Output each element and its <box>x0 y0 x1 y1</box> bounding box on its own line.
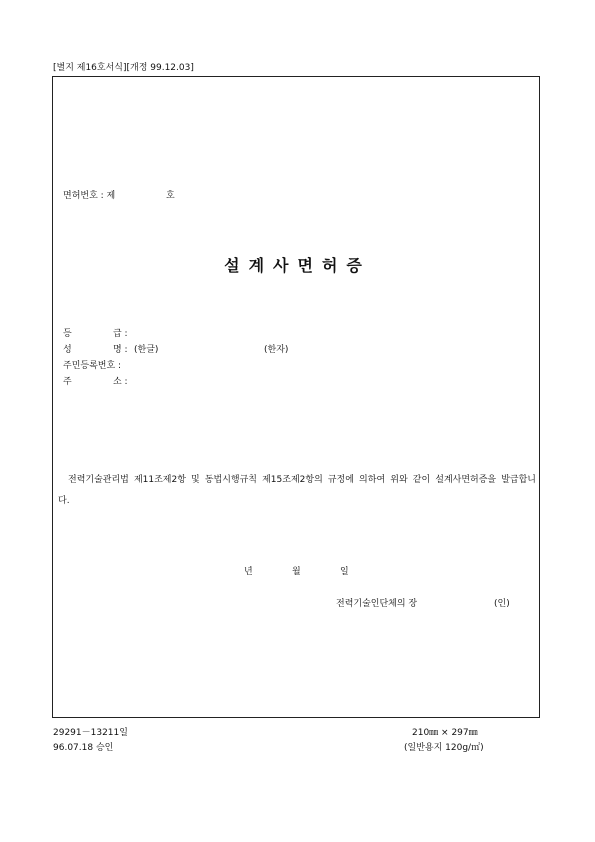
name-label-second: 명 : <box>113 345 128 355</box>
address-label-first: 주 <box>63 377 72 387</box>
date-month-label: 월 <box>292 567 301 577</box>
footer-paper-size: 210㎜ × 297㎜ <box>412 728 478 738</box>
grade-label-second: 급 : <box>113 329 128 339</box>
form-code-header: [별지 제16호서식][개정 99.12.03] <box>53 63 194 73</box>
resident-number-label: 주민등록번호 : <box>63 361 122 371</box>
grade-label-first: 등 <box>63 329 72 339</box>
name-hangul-label: (한글) <box>134 345 159 355</box>
issuer-name: 전력기술인단체의 장 <box>336 599 418 609</box>
name-hanja-label: (한자) <box>264 345 289 355</box>
footer-paper-type: (일반용지 120g/㎡) <box>404 743 484 753</box>
issuer-seal: (인) <box>494 599 510 609</box>
license-number-label: 면허번호 : 제 <box>63 191 116 201</box>
date-year-label: 년 <box>244 567 253 577</box>
address-label-second: 소 : <box>113 377 128 387</box>
certificate-frame <box>52 76 540 718</box>
name-label-first: 성 <box>63 345 72 355</box>
license-number-suffix: 호 <box>166 191 175 201</box>
document-title: 설계사면허증 <box>224 256 371 275</box>
footer-doc-number: 29291－13211일 <box>53 728 128 738</box>
date-day-label: 일 <box>340 567 349 577</box>
footer-approval: 96.07.18 승인 <box>53 743 114 753</box>
issuance-statement: 전력기술관리법 제11조제2항 및 동법시행규칙 제15조제2항의 규정에 의하여 위와 같이 설계사면허증을 발급합니다. <box>58 475 536 506</box>
